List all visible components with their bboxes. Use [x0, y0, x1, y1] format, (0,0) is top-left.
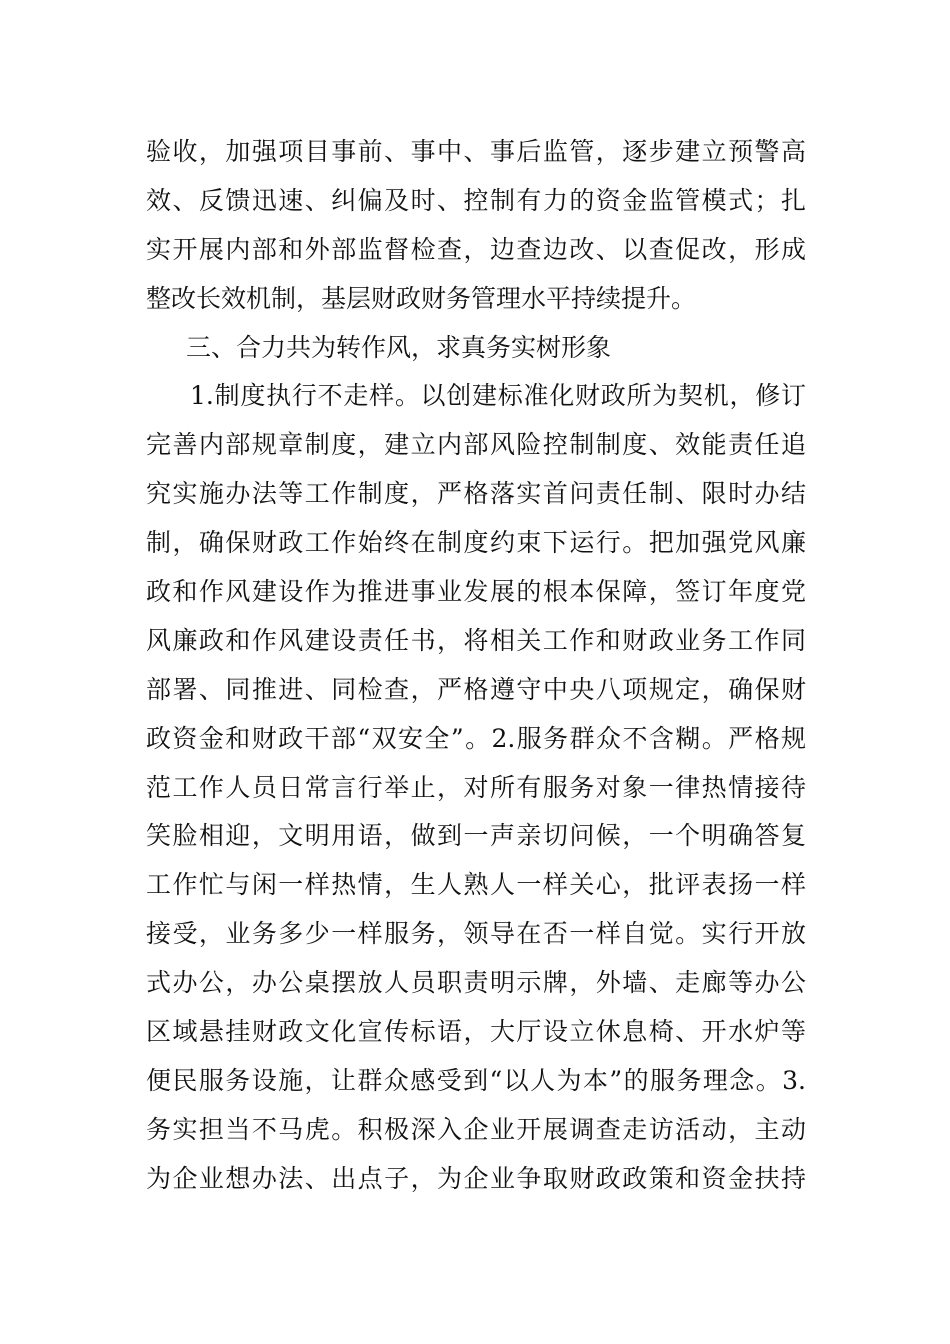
paragraph-line: 制，确保财政工作始终在制度约束下运行。把加强党风廉 — [146, 528, 806, 558]
paragraph-line: 范工作人员日常言行举止，对所有服务对象一律热情接待 — [146, 772, 806, 802]
paragraph-line: 为企业想办法、出点子，为企业争取财政政策和资金扶持 — [146, 1163, 806, 1193]
paragraph-line: 便民服务设施，让群众感受到“以人为本”的服务理念。3. — [146, 1065, 806, 1095]
paragraph-line: 1.制度执行不走样。以创建标准化财政所为契机，修订 — [190, 381, 806, 411]
paragraph-line: 务实担当不马虎。积极深入企业开展调查走访活动，主动 — [146, 1114, 806, 1144]
paragraph-line: 效、反馈迅速、纠偏及时、控制有力的资金监管模式；扎 — [146, 185, 806, 215]
paragraph-line: 政资金和财政干部“双安全”。2.服务群众不含糊。严格规 — [146, 723, 806, 753]
paragraph-line: 式办公，办公桌摆放人员职责明示牌，外墙、走廊等办公 — [146, 968, 806, 998]
paragraph-line: 工作忙与闲一样热情，生人熟人一样关心，批评表扬一样 — [146, 870, 806, 900]
paragraph-line: 笑脸相迎，文明用语，做到一声亲切问候，一个明确答复 — [146, 821, 806, 851]
paragraph-line: 接受，业务多少一样服务，领导在否一样自觉。实行开放 — [146, 919, 806, 949]
paragraph-line: 验收，加强项目事前、事中、事后监管，逐步建立预警高 — [146, 137, 806, 166]
section-heading: 三、合力共为转作风，求真务实树形象 — [186, 332, 612, 362]
paragraph-line: 实开展内部和外部监督检查，边查边改、以查促改，形成 — [146, 234, 806, 264]
paragraph-line: 完善内部规章制度，建立内部风险控制制度、效能责任追 — [146, 430, 806, 460]
document-body — [146, 128, 806, 1204]
paragraph-line: 风廉政和作风建设责任书，将相关工作和财政业务工作同 — [146, 625, 806, 655]
paragraph-line: 究实施办法等工作制度，严格落实首问责任制、限时办结 — [146, 479, 806, 509]
paragraph-line: 整改长效机制，基层财政财务管理水平持续提升。 — [146, 283, 697, 313]
paragraph-line: 区域悬挂财政文化宣传标语，大厅设立休息椅、开水炉等 — [146, 1017, 806, 1047]
paragraph-line: 部署、同推进、同检查，严格遵守中央八项规定，确保财 — [146, 674, 806, 704]
paragraph-line: 政和作风建设作为推进事业发展的根本保障，签订年度党 — [146, 577, 806, 607]
